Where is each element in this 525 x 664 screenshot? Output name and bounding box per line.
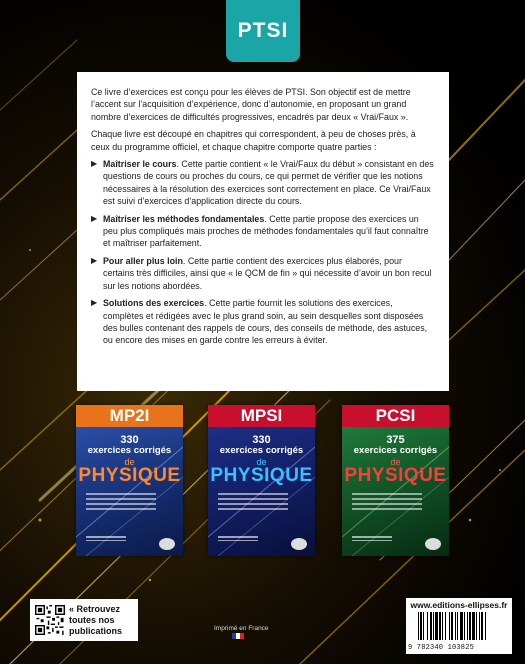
part-item	[91, 255, 435, 292]
publisher-website[interactable]: www.editions-ellipses.fr	[410, 600, 508, 610]
barcode-bar	[476, 612, 477, 640]
barcode-bar	[435, 612, 438, 640]
barcode-bar	[460, 612, 463, 640]
book-de: de	[124, 457, 135, 467]
book-bullets	[218, 493, 305, 513]
france-flag-icon	[232, 633, 244, 639]
book-subject: PHYSIQUE	[210, 465, 313, 486]
part-text: . Cette partie fournit les solutions des exercices, complètes et rédigées avec le plus grand soin, au sein desquelles sont disposées des bulles contenant des rappels de cours, des conseils de méthode, des astuces, ou encore des mises en garde contre les erreurs à éviter.	[103, 298, 428, 346]
barcode-bar	[420, 612, 422, 640]
description-panel	[77, 72, 449, 391]
barcode-bar	[457, 612, 458, 640]
barcode-bar	[423, 612, 424, 640]
barcode-bar	[464, 612, 465, 640]
part-item	[91, 158, 435, 208]
qr-caption	[69, 604, 122, 637]
part-title: Pour aller plus loin	[103, 255, 183, 266]
barcode-bar	[451, 612, 453, 640]
barcode-bar	[427, 612, 428, 640]
book-de: de	[390, 457, 401, 467]
part-text: . Cette partie propose des exercices un peu plus compliqués mais proches de méthodes fondamentales qu’il faut connaître et maîtriser parfaitement.	[103, 213, 429, 249]
part-title: Maîtriser le cours	[103, 159, 177, 170]
barcode-bar	[467, 612, 468, 640]
qr-text-line: toutes nos	[69, 614, 115, 625]
book-label: MP2I	[76, 405, 183, 427]
book-bullets	[352, 493, 439, 513]
book-cover-mpsi[interactable]	[208, 405, 315, 556]
book-subtitle: exercices corrigés	[219, 445, 304, 456]
barcode-bar	[469, 612, 471, 640]
publisher-logo-icon	[159, 538, 175, 550]
part-title: Maîtriser les méthodes fondamentales	[103, 213, 265, 224]
guillemet-icon: «	[69, 603, 77, 614]
triangle-bullet-icon: ▶	[91, 255, 98, 265]
book-count: 330	[252, 434, 271, 446]
barcode-bar	[445, 612, 446, 640]
barcode-bar	[449, 612, 450, 640]
publisher-logo-icon	[425, 538, 441, 550]
barcode-bar	[439, 612, 441, 640]
book-label: MPSI	[208, 405, 315, 427]
barcode-bar	[481, 612, 483, 640]
book-subject: PHYSIQUE	[78, 465, 181, 486]
part-item	[91, 297, 435, 347]
book-de: de	[256, 457, 267, 467]
qr-text-line: Retrouvez	[76, 603, 121, 614]
qr-text-line: publications	[69, 625, 123, 636]
isbn-number: 9 782340 103825	[408, 644, 475, 652]
book-count: 375	[386, 434, 405, 446]
barcode-bar	[485, 612, 486, 640]
barcode-bar	[442, 612, 443, 640]
book-subtitle: exercices corrigés	[87, 445, 172, 456]
book-subject: PHYSIQUE	[344, 465, 447, 486]
triangle-bullet-icon: ▶	[91, 298, 98, 308]
barcode-bar	[433, 612, 434, 640]
book-label: PCSI	[342, 405, 449, 427]
qr-code-icon	[35, 605, 65, 635]
part-title: Solutions des exercices	[103, 298, 205, 309]
book-cover-mp2i[interactable]	[76, 405, 183, 556]
publisher-logo-icon	[291, 538, 307, 550]
book-authors	[86, 536, 126, 544]
barcode-panel	[406, 598, 512, 654]
book-authors	[218, 536, 258, 544]
book-count: 330	[120, 434, 139, 446]
triangle-bullet-icon: ▶	[91, 213, 98, 223]
triangle-bullet-icon: ▶	[91, 159, 98, 169]
book-authors	[352, 536, 392, 544]
intro-paragraph: Ce livre d’exercices est conçu pour les élèves de PTSI. Son objectif est de mettre l’accent sur l’acquisition d’expérience, donc d’autonomie, en proposant un grand nombre d’exercices de difficultés progressives, encadrés par deux « Vrai/Faux ».	[91, 87, 411, 122]
part-item	[91, 213, 435, 250]
part-text: . Cette partie contient des exercices plus élaborés, pour certains très difficiles, ainsi que « le QCM de fin » qui nécessite d’avoir un bon recul sur les notions abordées.	[103, 255, 432, 291]
book-subtitle: exercices corrigés	[353, 445, 438, 456]
barcode-bar	[479, 612, 480, 640]
barcode-bar	[430, 612, 432, 640]
book-bullets	[86, 493, 173, 513]
class-badge: PTSI	[226, 0, 300, 62]
book-cover-pcsi[interactable]	[342, 405, 449, 556]
intro-paragraph: Chaque livre est découpé en chapitres qui correspondent, à peu de choses près, à ceux du programme officiel, et chaque chapitre comporte quatre parties :	[91, 129, 416, 152]
barcode-bar	[455, 612, 456, 640]
printed-in: Imprimé en France	[214, 625, 269, 632]
qr-panel[interactable]	[30, 599, 138, 641]
barcode-bar	[472, 612, 475, 640]
barcode-icon	[418, 612, 508, 640]
barcode-bar	[418, 612, 419, 640]
part-text: . Cette partie contient « le Vrai/Faux du début » consistant en des questions de cours ou proches du cours, ce qui permet de vérifier que les notions nécessaires à la résolution des exercices sont correctement en place. Ce Vrai/Faux est suivi d’exercices d’application directe du cours.	[103, 159, 434, 207]
